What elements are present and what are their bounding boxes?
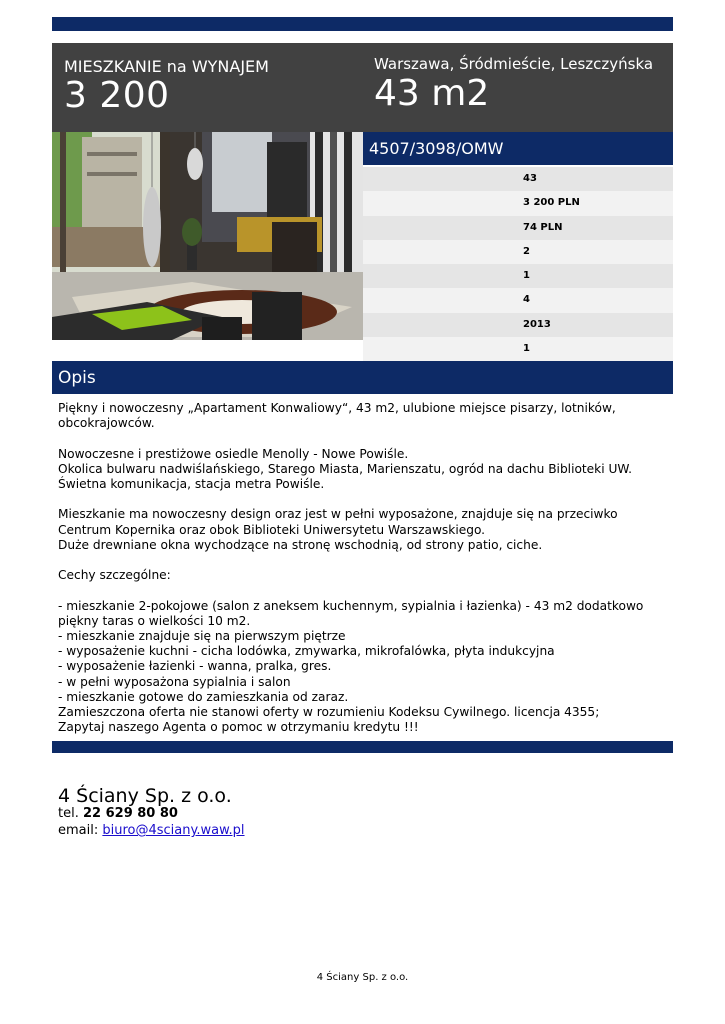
detail-value: 2013 bbox=[523, 318, 551, 330]
description-line bbox=[58, 431, 670, 446]
phone-line bbox=[58, 806, 178, 821]
detail-row bbox=[363, 337, 673, 361]
description-line: Zapytaj naszego Agenta o pomoc w otrzymaniu kredytu !!! bbox=[58, 720, 419, 735]
email-label: email: bbox=[58, 823, 99, 838]
description-line bbox=[58, 492, 670, 507]
detail-row bbox=[363, 264, 673, 288]
apartment-photo bbox=[52, 132, 363, 340]
detail-value: 74 PLN bbox=[523, 221, 563, 233]
description-line: - wyposażenie kuchni - cicha lodówka, zmywarka, mikrofalówka, płyta indukcyjna bbox=[58, 644, 555, 659]
detail-row bbox=[363, 216, 673, 240]
detail-row bbox=[363, 313, 673, 337]
detail-row bbox=[363, 240, 673, 264]
email-line bbox=[58, 823, 245, 838]
detail-value: 1 bbox=[523, 270, 530, 281]
description-text bbox=[58, 401, 670, 735]
description-line: - mieszkanie znajduje się na pierwszym piętrze bbox=[58, 628, 346, 643]
description-line: obcokrajowców. bbox=[58, 416, 155, 431]
detail-value: 3 200 PLN bbox=[523, 197, 580, 209]
description-line: Zamieszczona oferta nie stanowi oferty w rozumieniu Kodeksu Cywilnego. licencja 4355; bbox=[58, 705, 600, 719]
description-line: Piękny i nowoczesny „Apartament Konwaliowy“, 43 m2, ulubione miejsce pisarzy, lotników, bbox=[58, 401, 616, 415]
description-line: Cechy szczególne: bbox=[58, 568, 171, 583]
detail-value: 4 bbox=[523, 294, 530, 306]
description-line: Duże drewniane okna wychodzące na stronę wschodnią, od strony patio, ciche. bbox=[58, 537, 543, 552]
phone-label: tel. bbox=[58, 806, 79, 821]
description-line bbox=[58, 583, 670, 598]
detail-value: 1 bbox=[523, 342, 530, 354]
top-decorative-bar bbox=[52, 17, 673, 31]
description-line: - wyposażenie łazienki - wanna, pralka, gres. bbox=[58, 659, 332, 674]
email-link[interactable]: biuro@4sciany.waw.pl bbox=[102, 823, 245, 838]
company-name: 4 Ściany Sp. z o.o. bbox=[58, 785, 232, 807]
location: Warszawa, Śródmieście, Leszczyńska bbox=[374, 55, 654, 73]
description-heading: Opis bbox=[58, 368, 96, 388]
description-line: Nowoczesne i prestiżowe osiedle Menolly - Nowe Powiśle. bbox=[58, 446, 409, 461]
description-line bbox=[58, 553, 670, 568]
bottom-decorative-bar bbox=[52, 741, 673, 753]
phone-number: 22 629 80 80 bbox=[82, 806, 178, 821]
listing-header bbox=[52, 43, 673, 132]
description-line: Okolica bulwaru nadwiślańskiego, Starego Miasta, Marienszatu, ogród na dachu Biblioteki UW. bbox=[58, 461, 632, 476]
description-line: - mieszkanie gotowe do zamieszkania od zaraz. bbox=[58, 689, 349, 704]
detail-row bbox=[363, 191, 673, 215]
detail-value: 2 bbox=[523, 245, 530, 257]
footer-text: 4 Ściany Sp. z o.o. bbox=[316, 972, 409, 983]
reference-number: 4507/3098/OMW bbox=[369, 139, 504, 158]
reference-number-bar bbox=[363, 132, 673, 165]
detail-value: 43 bbox=[523, 173, 537, 184]
description-line: Centrum Kopernika oraz obok Biblioteki Uniwersytetu Warszawskiego. bbox=[58, 522, 486, 537]
description-line: piękny taras o wielkości 10 m2. bbox=[58, 613, 251, 628]
description-line: Świetna komunikacja, stacja metra Powiśle. bbox=[58, 477, 325, 491]
detail-row bbox=[363, 167, 673, 191]
description-line: - mieszkanie 2-pokojowe (salon z aneksem kuchennym, sypialnia i łazienka) - 43 m2 dodatkowo bbox=[58, 598, 644, 613]
details-table bbox=[363, 167, 673, 361]
detail-row bbox=[363, 288, 673, 312]
area: 43 m2 bbox=[374, 73, 490, 114]
offer-type: MIESZKANIE na WYNAJEM bbox=[64, 57, 269, 76]
description-line: - w pełni wyposażona sypialnia i salon bbox=[58, 674, 291, 689]
description-heading-bar bbox=[52, 361, 673, 394]
price: 3 200 bbox=[64, 75, 170, 116]
description-line: Mieszkanie ma nowoczesny design oraz jest w pełni wyposażone, znajduje się na przeciwko bbox=[58, 507, 618, 522]
